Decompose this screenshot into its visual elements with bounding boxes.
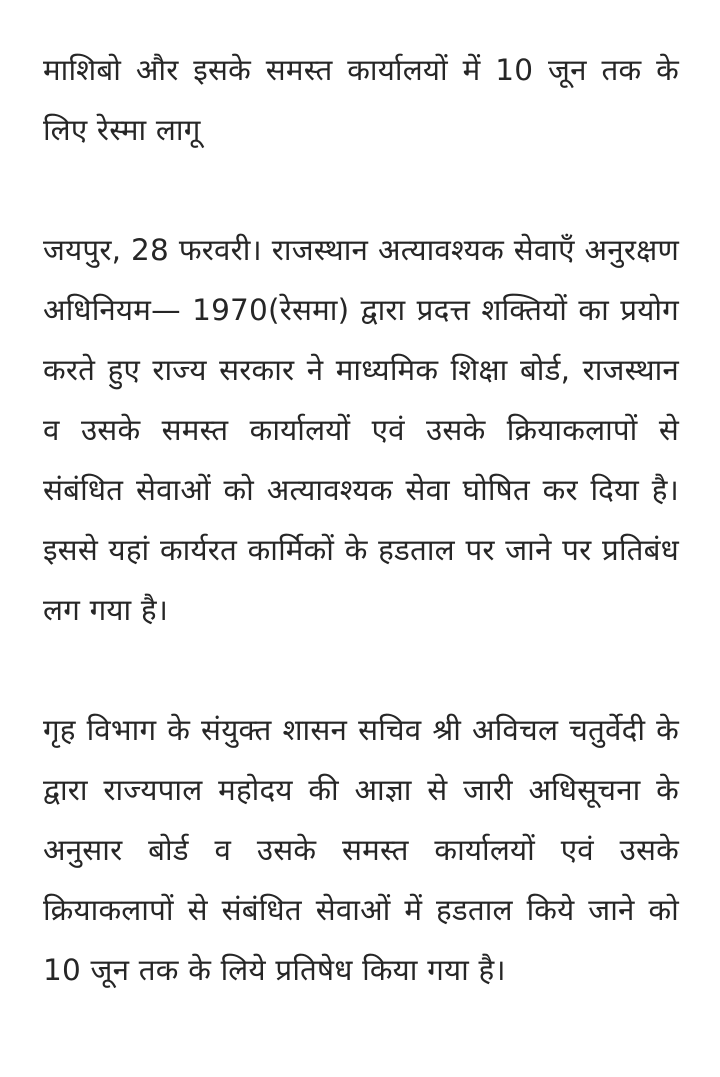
article-headline: माशिबो और इसके समस्त कार्यालयों में 10 जून तक के लिए रेस्मा लागू: [43, 53, 679, 147]
article-paragraph-2: गृह विभाग के संयुक्त शासन सचिव श्री अविचल चतुर्वेदी के द्वारा राज्यपाल महोदय की आज्ञा से जारी अधिसूचना के अनुसार बोर्ड व उसके समस्त कार्यालयों एवं उसके क्रियाकलापों से संबंधित सेवाओं में हडताल किये जाने को 10 जून तक के लिये प्रतिषेध किया गया है।: [43, 713, 679, 987]
article-paragraph-1: जयपुर, 28 फरवरी। राजस्थान अत्यावश्यक सेवाएँ अनुरक्षण अधिनियम— 1970(रेसमा) द्वारा प्रदत्त शक्तियों का प्रयोग करते हुए राज्य सरकार ने माध्यमिक शिक्षा बोर्ड, राजस्थान व उसके समस्त कार्यालयों एवं उसके क्रियाकलापों से संबंधित सेवाओं को अत्यावश्यक सेवा घोषित कर दिया है। इससे यहां कार्यरत कार्मिकों के हडताल पर जाने पर प्रतिबंध लग गया है।: [43, 233, 679, 627]
article-body: [43, 40, 679, 1000]
